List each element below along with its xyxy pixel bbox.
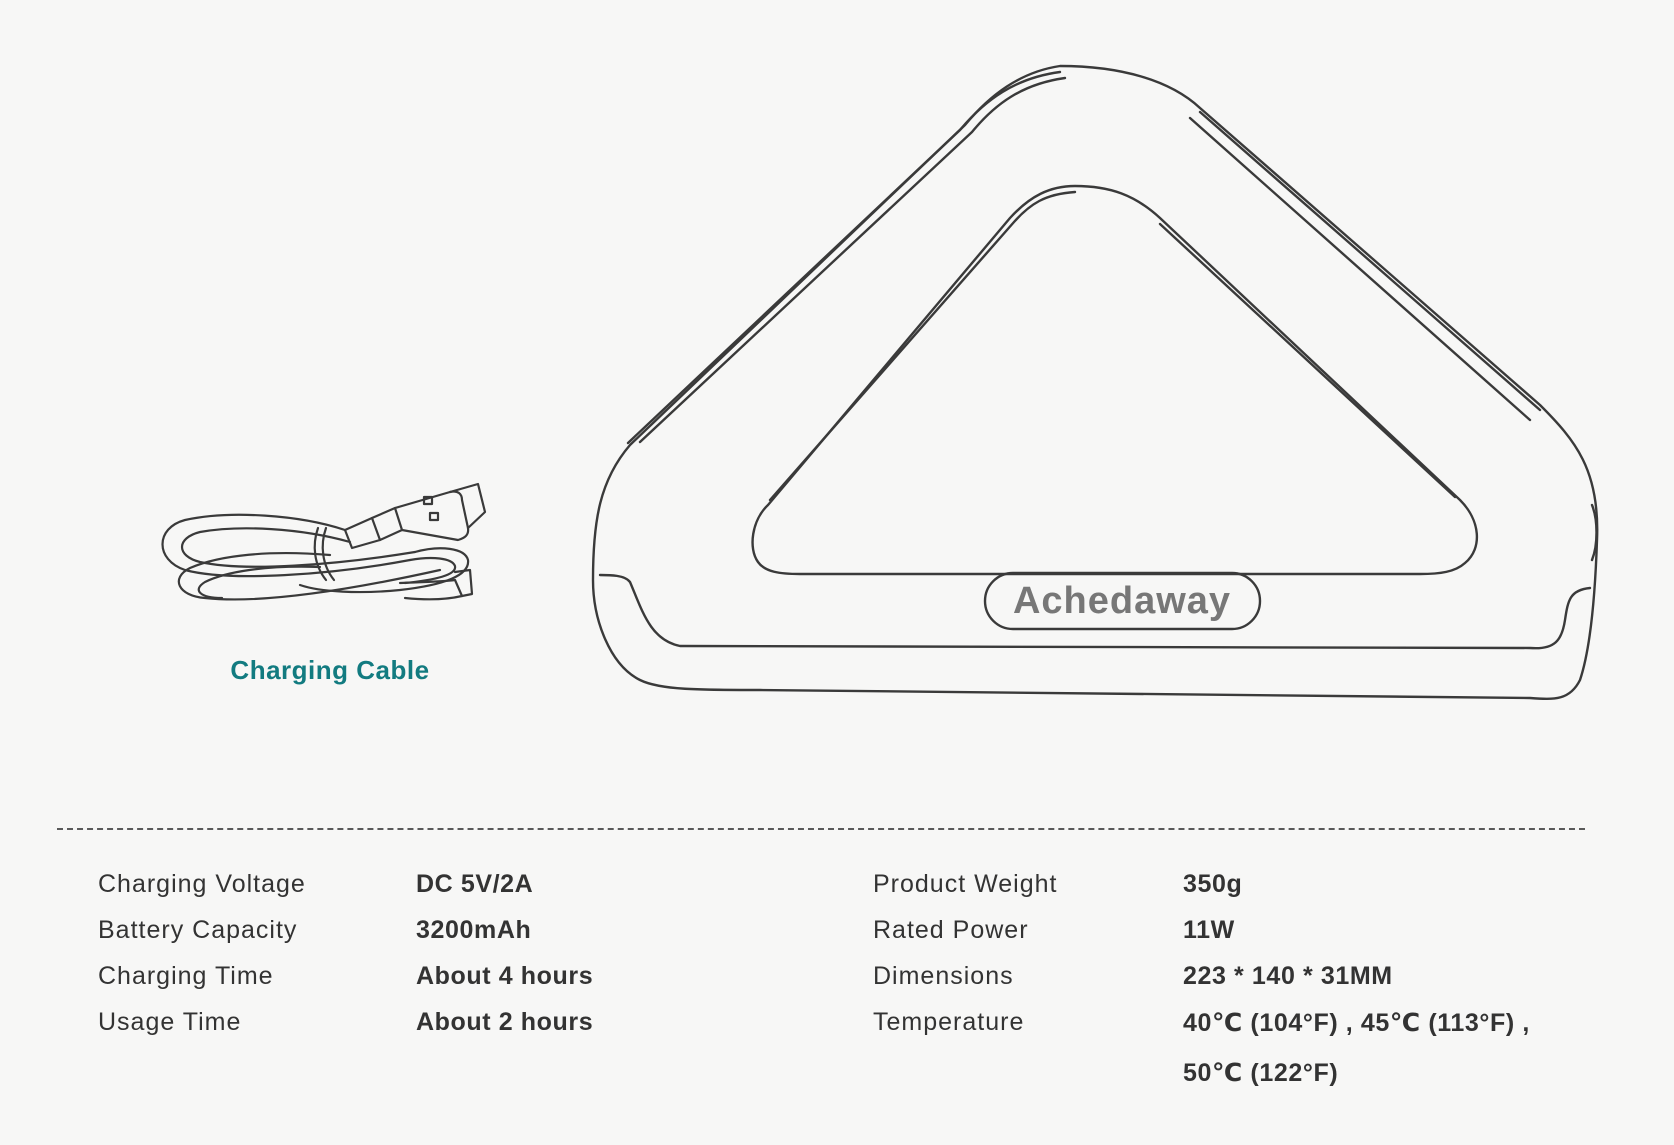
- spec-label: Temperature: [873, 1008, 1025, 1036]
- spec-row: [873, 962, 1530, 1008]
- spec-label: Usage Time: [98, 1008, 242, 1036]
- brand-logo: Achedaway: [1012, 580, 1232, 622]
- spec-row: [873, 1008, 1530, 1087]
- spec-value: DC 5V/2A: [416, 870, 534, 898]
- specs-right-column: [873, 870, 1530, 1087]
- spec-label: Product Weight: [873, 870, 1058, 898]
- spec-value: 223 * 140 * 31MM: [1183, 962, 1393, 990]
- spec-value: About 2 hours: [416, 1008, 594, 1036]
- specs-left-column: [98, 870, 593, 1054]
- charging-cable-icon: [163, 484, 486, 599]
- spec-row: [873, 870, 1530, 916]
- spec-label: Rated Power: [873, 916, 1029, 944]
- spec-value: [1183, 1008, 1530, 1108]
- spec-value-line: 50℃ (122°F): [1183, 1059, 1339, 1087]
- spec-label: Charging Voltage: [98, 870, 306, 898]
- spec-value-line: 40℃ (104°F) , 45℃ (113°F) ,: [1183, 1009, 1530, 1037]
- spec-label: Charging Time: [98, 962, 274, 990]
- spec-row: [98, 870, 593, 916]
- spec-row: [98, 1008, 593, 1054]
- spec-value: 350g: [1183, 870, 1243, 898]
- charging-cable-caption: Charging Cable: [230, 655, 430, 685]
- spec-row: [98, 962, 593, 1008]
- spec-row: [873, 916, 1530, 962]
- spec-value: About 4 hours: [416, 962, 594, 990]
- spec-value: 11W: [1183, 916, 1235, 944]
- spec-value: 3200mAh: [416, 916, 532, 944]
- spec-label: Dimensions: [873, 962, 1014, 990]
- section-divider: [57, 828, 1585, 830]
- spec-row: [98, 916, 593, 962]
- spec-label: Battery Capacity: [98, 916, 298, 944]
